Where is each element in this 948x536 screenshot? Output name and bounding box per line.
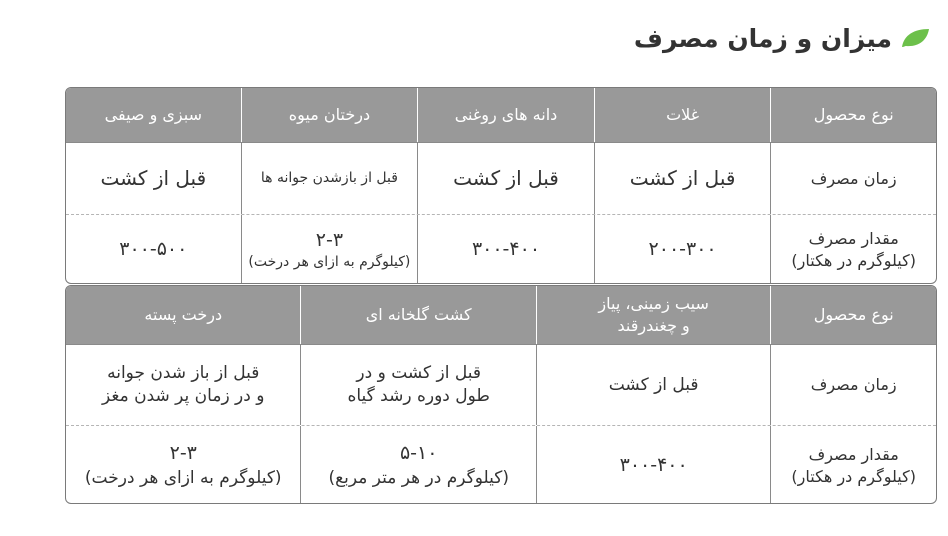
table-1 (65, 87, 937, 284)
leaf-icon (900, 27, 930, 49)
cell-amount-greenhouse (300, 426, 535, 504)
header-line1: سیب زمینی، پیاز (598, 294, 709, 314)
header-crop-type: نوع محصول (770, 88, 936, 142)
amount-value: ۲-۳ (169, 442, 197, 465)
header-pistachio: درخت پسته (66, 286, 300, 344)
cell-time-potato: قبل از کشت (536, 345, 770, 425)
header-potato-onion-sugarbeet (536, 286, 770, 344)
cell-amount-vegetables: ۳۰۰-۵۰۰ (119, 238, 188, 261)
header-cereals: غلات (594, 88, 771, 142)
amount-unit: (کیلوگرم به ازای هر درخت) (248, 254, 411, 271)
time-line1: قبل از باز شدن جوانه (107, 363, 260, 384)
header-vegetables: سبزی و صیفی (66, 88, 241, 142)
table-2 (65, 285, 937, 504)
amount-value: ۵-۱۰ (399, 442, 438, 465)
header-line2: و چغندرقند (617, 316, 690, 335)
cell-time-vegetables: قبل از کشت (100, 166, 207, 190)
time-line2: طول دوره رشد گیاه (347, 386, 490, 406)
table-row-amount (66, 215, 936, 284)
cell-time-pistachio (66, 345, 300, 425)
row-label-amount-line2: (کیلوگرم در هکتار) (791, 466, 916, 486)
cell-time-cereals: قبل از کشت (594, 143, 771, 214)
table-row-time (66, 143, 936, 215)
amount-unit: (کیلوگرم به ازای هر درخت) (84, 467, 282, 488)
cell-amount-pistachio (66, 426, 300, 504)
amount-value: ۲-۳ (315, 228, 344, 251)
cell-time-fruit-trees: قبل از بازشدن جوانه ها (241, 143, 418, 214)
row-label-amount-line1: مقدار مصرف (808, 229, 899, 249)
cell-time-greenhouse (300, 345, 535, 425)
row-label-amount-line2: (کیلوگرم در هکتار) (791, 251, 916, 270)
cell-amount-potato: ۳۰۰-۴۰۰ (536, 426, 770, 504)
time-line2: و در زمان پر شدن مغز (102, 386, 265, 406)
cell-amount-fruit-trees (241, 215, 418, 284)
section-title (634, 18, 930, 58)
row-label-amount (770, 426, 936, 504)
header-greenhouse: کشت گلخانه ای (300, 286, 535, 344)
cell-amount-cereals: ۲۰۰-۳۰۰ (594, 215, 771, 284)
cell-amount-oilseeds: ۳۰۰-۴۰۰ (417, 215, 594, 284)
table-header-row (66, 286, 936, 345)
row-label-time: زمان مصرف (770, 345, 936, 425)
cell-time-oilseeds: قبل از کشت (417, 143, 594, 214)
time-line1: قبل از کشت و در (356, 363, 482, 384)
row-label-amount-line1: مقدار مصرف (808, 444, 899, 464)
table-row-time (66, 345, 936, 426)
page-title: میزان و زمان مصرف (633, 23, 892, 53)
table-header-row (66, 88, 936, 143)
header-crop-type: نوع محصول (770, 286, 936, 344)
row-label-amount (770, 215, 936, 284)
header-fruit-trees: درختان میوه (241, 88, 418, 142)
row-label-time: زمان مصرف (770, 143, 936, 214)
table-row-amount (66, 426, 936, 504)
amount-unit: (کیلوگرم در هر متر مربع) (328, 467, 509, 488)
header-oilseeds: دانه های روغنی (417, 88, 594, 142)
